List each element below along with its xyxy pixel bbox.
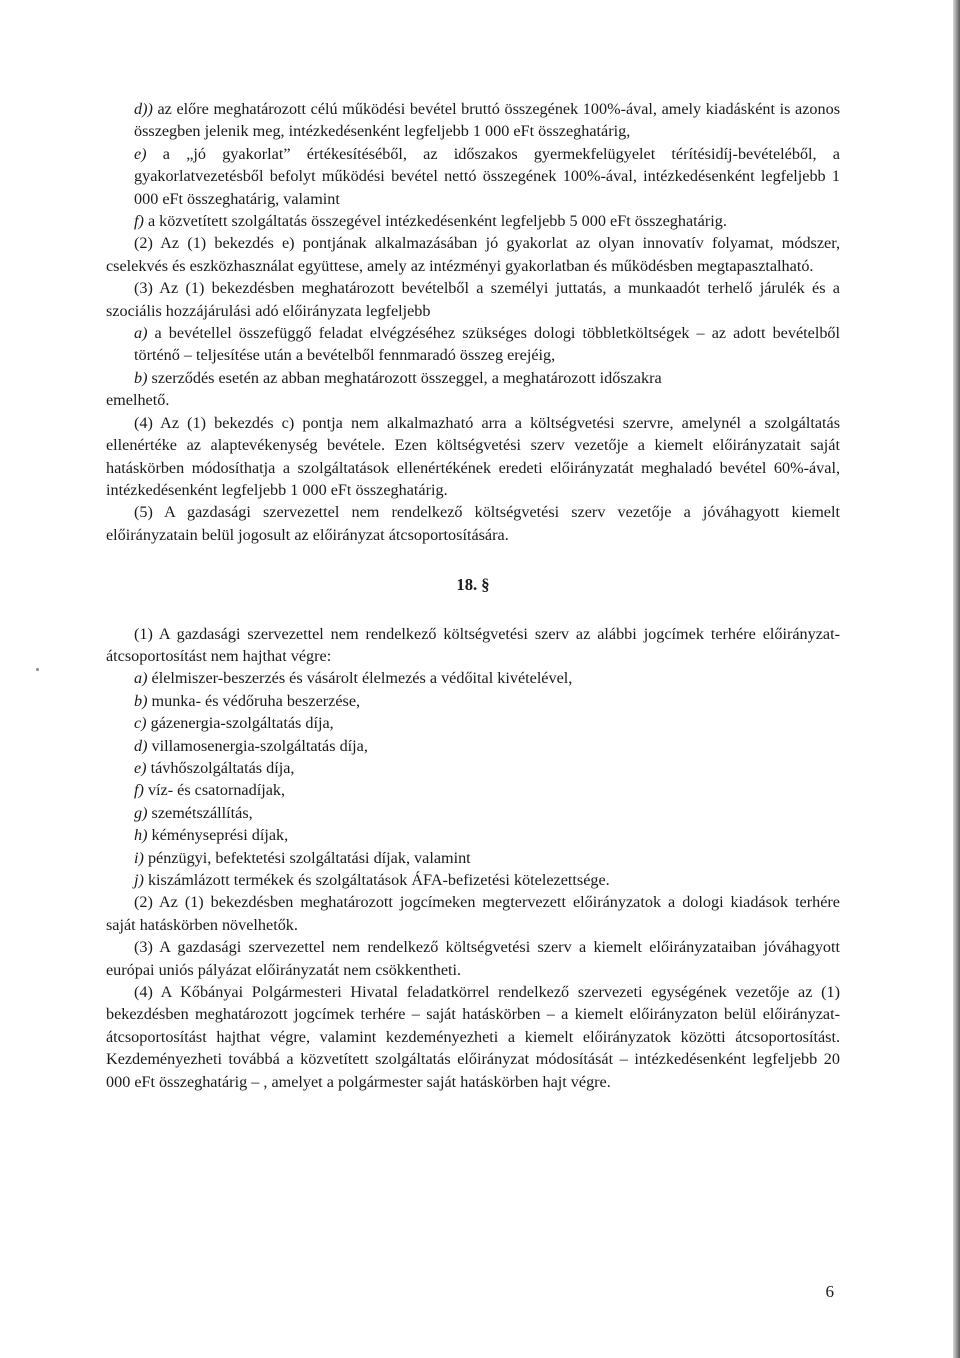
item-text: munka- és védőruha beszerzése, bbox=[147, 691, 361, 710]
paragraph-3-end: emelhető. bbox=[106, 391, 170, 410]
item-text: gázenergia-szolgáltatás díja, bbox=[146, 714, 334, 733]
item-marker: e) bbox=[134, 144, 147, 163]
paragraph-2: (2) Az (1) bekezdés e) pontjának alkalmazásában jó gyakorlat az olyan innovatív folyamat, módszer, cselekvés és eszközhasználat együttese, amely az intézményi gyakorlatban és működésben megtapasztalható. bbox=[106, 234, 840, 275]
item-text: kéményseprési díjak, bbox=[147, 826, 289, 845]
paragraph-5: (5) A gazdasági szervezettel nem rendelkező költségvetési szerv vezetője a jóváhagyott kiemelt előirányzatain belül jogosult az előirányzat átcsoportosítására. bbox=[106, 503, 840, 544]
item-text: kiszámlázott termékek és szolgáltatások ÁFA-befizetési kötelezettsége. bbox=[143, 871, 610, 889]
item-text: a közvetített szolgáltatás összegével intézkedésenként legfeljebb 5 000 eFt összeghatárig. bbox=[143, 212, 727, 231]
list-item bbox=[106, 824, 840, 846]
item-text: az előre meghatározott célú működési bevétel bruttó összegének 100%-ával, amely kiadásként is azonos összegben jelenik meg, intézkedésenként legfeljebb 1 000 eFt összeghatárig, bbox=[134, 100, 840, 141]
section-paragraph-1: (1) A gazdasági szervezettel nem rendelkező költségvetési szerv az alábbi jogcímek terhére előirányzat-átcsoportosítást nem hajthat végre: bbox=[106, 624, 840, 665]
section-title: 18. § bbox=[456, 575, 490, 595]
item-a bbox=[106, 322, 840, 367]
list-item bbox=[106, 690, 840, 712]
item-marker: b) bbox=[134, 368, 148, 387]
item-text: víz- és csatornadíjak, bbox=[143, 781, 286, 800]
list-item bbox=[106, 712, 840, 734]
item-text: szemétszállítás, bbox=[147, 803, 253, 822]
item-f bbox=[106, 210, 840, 232]
item-marker: f) bbox=[134, 212, 144, 231]
list-item bbox=[106, 802, 840, 824]
item-text: távhőszolgáltatás díja, bbox=[146, 758, 295, 777]
section-paragraph-2: (2) Az (1) bekezdésben meghatározott jogcímeken megtervezett előirányzatok a dologi kiadások terhére saját hatáskörben növelhetők. bbox=[106, 893, 840, 934]
item-text: a „jó gyakorlat” értékesítéséből, az időszakos gyermekfelügyelet térítésidíj-bevételéből, a gyakorlatvezetésből befolyt működési bevétel nettó összegének 100%-ával, intézkedésenként legfeljebb 1 000 eFt összeghatárig, valamint bbox=[134, 144, 840, 208]
section-paragraph-4: (4) A Kőbányai Polgármesteri Hivatal feladatkörrel rendelkező szervezeti egységének vezetője az (1) bekezdésben meghatározott jogcímek terhére – saját hatáskörben – a kiemelt előirányzaton belül előirányzat-átcsoportosítást hajthat végre, valamint kezdeményezheti a kiemelt előirányzatok közötti átcsoportosítást. Kezdeményezheti továbbá a közvetített szolgáltatás előirányzat módosítását – intézkedésenként legfeljebb 20 000 eFt összeghatárig – , amelyet a polgármester saját hatáskörben hajt végre. bbox=[106, 983, 840, 1091]
item-marker: f) bbox=[134, 781, 144, 800]
item-d bbox=[106, 98, 840, 143]
list-item bbox=[106, 757, 840, 779]
item-marker: a) bbox=[134, 324, 148, 343]
paragraph-3: (3) Az (1) bekezdésben meghatározott bevételből a személyi juttatás, a munkaadót terhelő járulék és a szociális hozzájárulási adó előirányzata legfeljebb bbox=[106, 279, 840, 320]
item-marker: j) bbox=[134, 871, 144, 889]
item-b bbox=[106, 367, 840, 389]
paragraph-4: (4) Az (1) bekezdés c) pontja nem alkalmazható arra a költségvetési szervre, amelynél a szolgáltatás ellenértéke az alaptevékenység bevétele. Ezen költségvetési szerv vezetője a kiemelt előirányzatait saját hatáskörben módosíthatja a szolgáltatások ellenértékének eredeti előirányzatát meghaladó bevétel 60%-ával, intézkedésenként legfeljebb 1 000 eFt összeghatárig. bbox=[106, 413, 840, 499]
item-e bbox=[106, 143, 840, 210]
document-body bbox=[106, 98, 840, 1093]
item-text: pénzügyi, befektetési szolgáltatási díjak, valamint bbox=[143, 848, 471, 867]
list-item bbox=[106, 667, 840, 689]
list-item bbox=[106, 779, 840, 801]
item-text: villamosenergia-szolgáltatás díja, bbox=[147, 736, 368, 755]
item-marker: e) bbox=[134, 758, 147, 777]
list-item bbox=[106, 847, 840, 869]
list-item bbox=[106, 735, 840, 757]
scan-edge bbox=[953, 0, 960, 1358]
item-text: a bevétellel összefüggő feladat elvégzéséhez szükséges dologi többletköltségek – az adott bevételből történő – teljesítése után a bevételből fennmaradó összeg erejéig, bbox=[134, 324, 840, 365]
section-paragraph-3: (3) A gazdasági szervezettel nem rendelkező költségvetési szerv a kiemelt előirányzataiban jóváhagyott európai uniós pályázat előirányzatát nem csökkentheti. bbox=[106, 938, 840, 979]
item-marker: d) bbox=[134, 736, 148, 755]
item-marker: d)) bbox=[134, 100, 153, 118]
item-marker: g) bbox=[134, 803, 148, 822]
item-marker: a) bbox=[134, 669, 148, 688]
item-marker: c) bbox=[134, 714, 147, 733]
page-number: 6 bbox=[825, 1282, 834, 1301]
list-item bbox=[106, 869, 840, 891]
item-marker: i) bbox=[134, 848, 144, 867]
item-marker: h) bbox=[134, 826, 148, 845]
scan-speck bbox=[36, 668, 39, 671]
item-text: szerződés esetén az abban meghatározott összeggel, a meghatározott időszakra bbox=[147, 368, 662, 387]
item-marker: b) bbox=[134, 691, 148, 710]
item-text: élelmiszer-beszerzés és vásárolt élelmezés a védőital kivételével, bbox=[147, 669, 573, 688]
